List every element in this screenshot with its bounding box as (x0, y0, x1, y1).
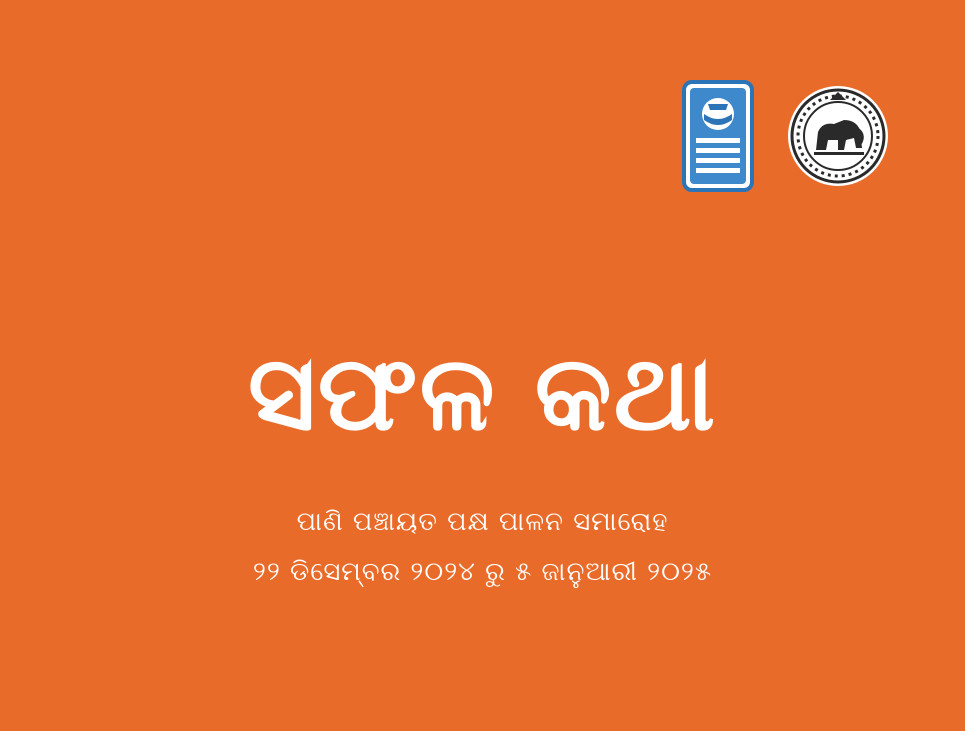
department-emblem-icon (682, 80, 754, 192)
cover-title: ସଫଳ କଥା (247, 332, 718, 454)
event-subtitle: ପାଣି ପଞ୍ଚାୟତ ପକ୍ଷ ପାଳନ ସମାରୋହ (296, 507, 669, 537)
event-dates: ୨୨ ଡିସେମ୍ବର ୨୦୨୪ ରୁ ୫ ଜାନୁଆରୀ ୨୦୨୫ (252, 557, 713, 587)
odisha-state-seal-icon (786, 84, 890, 188)
logo-group (682, 80, 890, 192)
